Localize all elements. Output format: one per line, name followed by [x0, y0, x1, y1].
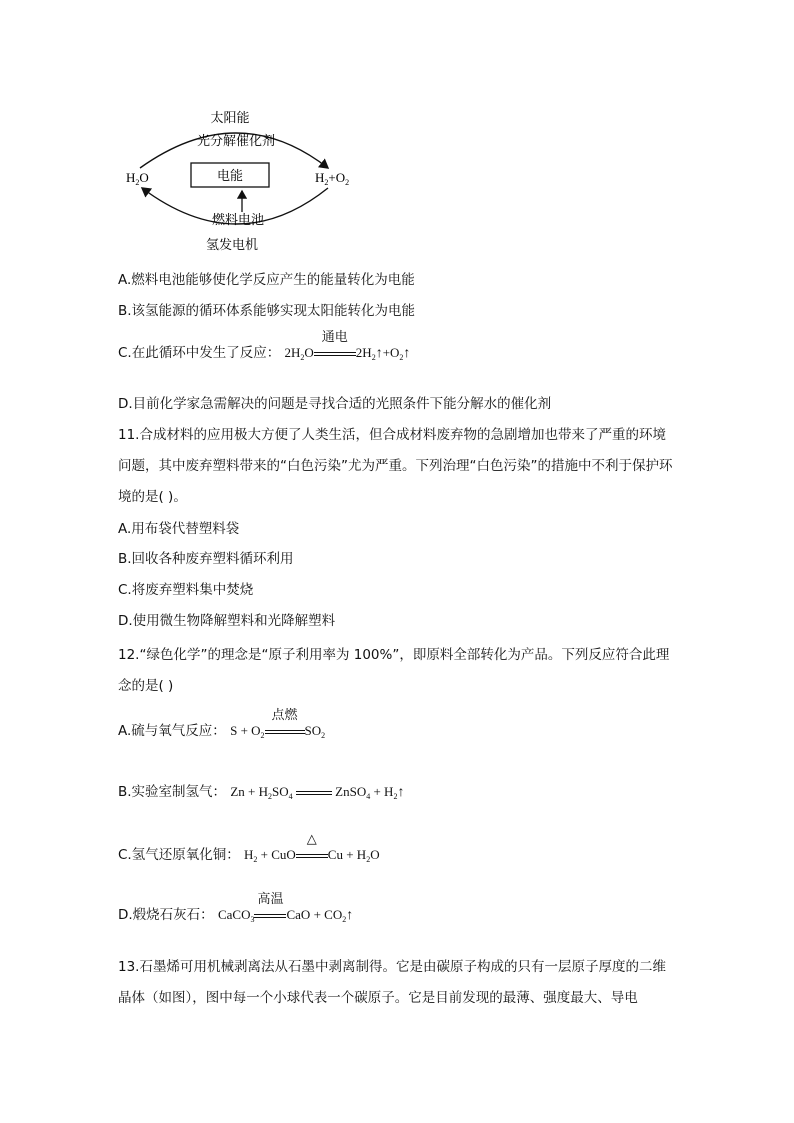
q12-option-d-prefix: D.煅烧石灰石：	[118, 907, 214, 923]
top-label-catalyst: 光分解催化剂	[196, 133, 276, 148]
equation-sulfur-combustion: $S + O_2$ 点燃 $SO_2$	[230, 708, 326, 740]
q10-option-c-prefix: C.在此循环中发生了反应：	[118, 345, 281, 361]
condition-electrolysis: 通电	[321, 330, 348, 345]
equation-limestone-calcination: CaCO$_3$ 高温 CaO + $CO_2↑$	[217, 892, 354, 924]
q11-option-d: D.使用微生物降解塑料和光降解塑料	[118, 613, 336, 629]
q12-option-d	[118, 892, 354, 929]
q12-option-b-prefix: B.实验室制氢气：	[118, 784, 227, 800]
q12-option-b	[118, 783, 404, 806]
q12-option-c-prefix: C.氢气还原氧化铜：	[118, 847, 240, 863]
q11-option-a: A.用布袋代替塑料袋	[118, 521, 240, 537]
equation-zinc-acid: $Zn + H_2SO_4$ ZnSO$_4$ + $H_2↑$	[230, 784, 405, 801]
q11-option-b: B.回收各种废弃塑料循环利用	[118, 551, 294, 567]
q12-option-a-prefix: A.硫与氧气反应：	[118, 723, 226, 739]
q10-option-b: B.该氢能源的循环体系能够实现太阳能转化为电能	[118, 303, 416, 319]
q11-option-c: C.将废弃塑料集中焚烧	[118, 582, 254, 598]
box-label: 电能	[216, 168, 244, 183]
q13-stem: 13.石墨烯可用机械剥离法从石墨中剥离制得。它是由碳原子构成的只有一层原子厚度的二维晶体（如图），图中每一个小球代表一个碳原子。它是目前发现的最薄、强度最大、导电	[118, 959, 666, 1006]
bottom-label-generator: 氢发电机	[205, 237, 259, 252]
q11-stem: 11.合成材料的应用极大方便了人类生活，但合成材料废弃物的急剧增加也带来了严重的环境问题，其中废弃塑料带来的“白色污染”尤为严重。下列治理“白色污染”的措施中不利于保护环境的是( )。	[118, 427, 673, 505]
equation-copper-reduction: $H_2$ + CuO △ $Cu + H_2O$	[244, 832, 380, 864]
bottom-label-fuel-cell: 燃料电池	[211, 212, 265, 227]
top-label-solar: 太阳能	[210, 110, 250, 125]
q12-stem: 12.“绿色化学”的理念是“原子利用率为 100%”，即原料全部转化为产品。下列反应符合此理念的是( )	[118, 647, 670, 694]
right-label-h2-o2: $H_2+O_2$	[315, 170, 350, 187]
q12-option-c	[118, 832, 380, 869]
q12-option-a	[118, 708, 326, 745]
hydrogen-cycle-diagram	[118, 100, 378, 260]
q10-option-c	[118, 330, 411, 367]
condition-heat: △	[306, 832, 317, 847]
equation-electrolysis: $2H_2O$ 通电 $2H_2↑+O_2↑$	[284, 330, 411, 362]
q10-option-d: D.目前化学家急需解决的问题是寻找合适的光照条件下能分解水的催化剂	[118, 396, 552, 412]
condition-ignite: 点燃	[271, 708, 298, 723]
condition-high-temp: 高温	[257, 892, 284, 907]
q10-option-a: A.燃料电池能够使化学反应产生的能量转化为电能	[118, 272, 415, 288]
left-label-h2o: $H_2O$	[126, 170, 149, 187]
